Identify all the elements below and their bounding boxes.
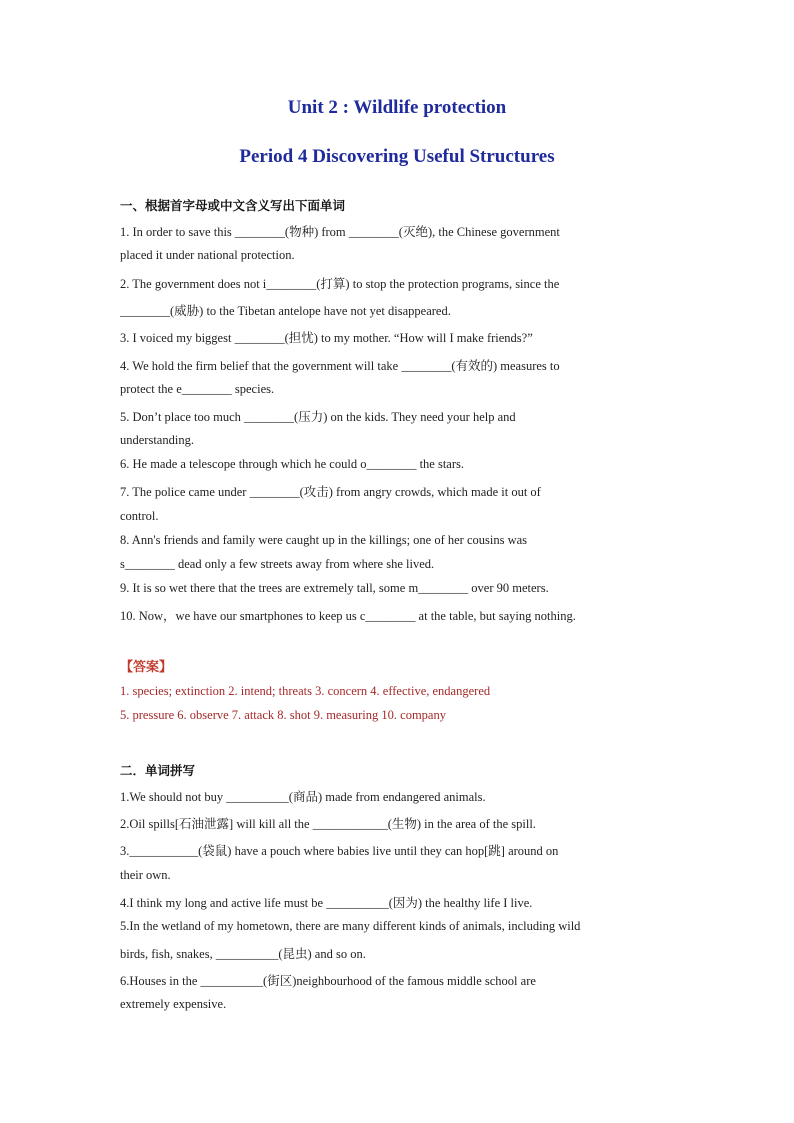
exercise-line: birds, fish, snakes, __________(昆虫) and so on. xyxy=(120,947,366,961)
exercise-line: 3. I voiced my biggest ________(担忧) to my mother. “How will I make friends?” xyxy=(120,331,533,345)
exercise-line: 6. He made a telescope through which he could o________ the stars. xyxy=(120,457,465,471)
exercise-line: extremely expensive. xyxy=(120,997,227,1011)
exercise-line: control. xyxy=(120,509,159,523)
section-2-heading: 二．单词拼写 xyxy=(120,763,196,778)
section-1-heading: 一、根据首字母或中文含义写出下面单词 xyxy=(120,198,346,213)
exercise-line: 7. The police came under ________(攻击) from angry crowds, which made it out of xyxy=(120,485,541,499)
exercise-line: 3.___________(袋鼠) have a pouch where babies live until they can hop[跳] around on xyxy=(120,844,559,858)
exercise-line: 1.We should not buy __________(商品) made from endangered animals. xyxy=(120,790,486,804)
exercise-line: 6.Houses in the __________(街区)neighbourhood of the famous middle school are xyxy=(120,974,536,988)
exercise-line: 8. Ann's friends and family were caught up in the killings; one of her cousins was xyxy=(120,533,528,547)
page-subtitle: Period 4 Discovering Useful Structures xyxy=(239,146,555,167)
exercise-line: 2.Oil spills[石油泄露] will kill all the ____________(生物) in the area of the spill. xyxy=(120,817,536,831)
exercise-line: 10. Now，we have our smartphones to keep us c________ at the table, but saying nothing. xyxy=(120,609,576,623)
exercise-line: placed it under national protection. xyxy=(120,248,295,262)
exercise-line: ________(威胁) to the Tibetan antelope have not yet disappeared. xyxy=(120,304,451,318)
exercise-line: 5. Don’t place too much ________(压力) on the kids. They need your help and xyxy=(120,410,516,424)
answer-line: 5. pressure 6. observe 7. attack 8. shot 9. measuring 10. company xyxy=(120,708,446,722)
answer-line: 1. species; extinction 2. intend; threats 3. concern 4. effective, endangered xyxy=(120,684,491,698)
exercise-line: protect the e________ species. xyxy=(120,382,275,396)
exercise-line: their own. xyxy=(120,868,171,882)
exercise-line: 5.In the wetland of my hometown, there are many different kinds of animals, including wild xyxy=(120,919,581,933)
exercise-line: 2. The government does not i________(打算) to stop the protection programs, since the xyxy=(120,277,560,291)
exercise-line: 4. We hold the firm belief that the government will take ________(有效的) measures to xyxy=(120,359,560,373)
exercise-line: s________ dead only a few streets away from where she lived. xyxy=(120,557,435,571)
page-title: Unit 2 : Wildlife protection xyxy=(287,97,507,118)
exercise-line: understanding. xyxy=(120,433,194,447)
answer-heading: 【答案】 xyxy=(120,660,173,675)
exercise-line: 9. It is so wet there that the trees are extremely tall, some m________ over 90 meters. xyxy=(120,581,549,595)
exercise-line: 1. In order to save this ________(物种) from ________(灭绝), the Chinese government xyxy=(120,225,560,239)
exercise-line: 4.I think my long and active life must be __________(因为) the healthy life I live. xyxy=(120,896,533,910)
